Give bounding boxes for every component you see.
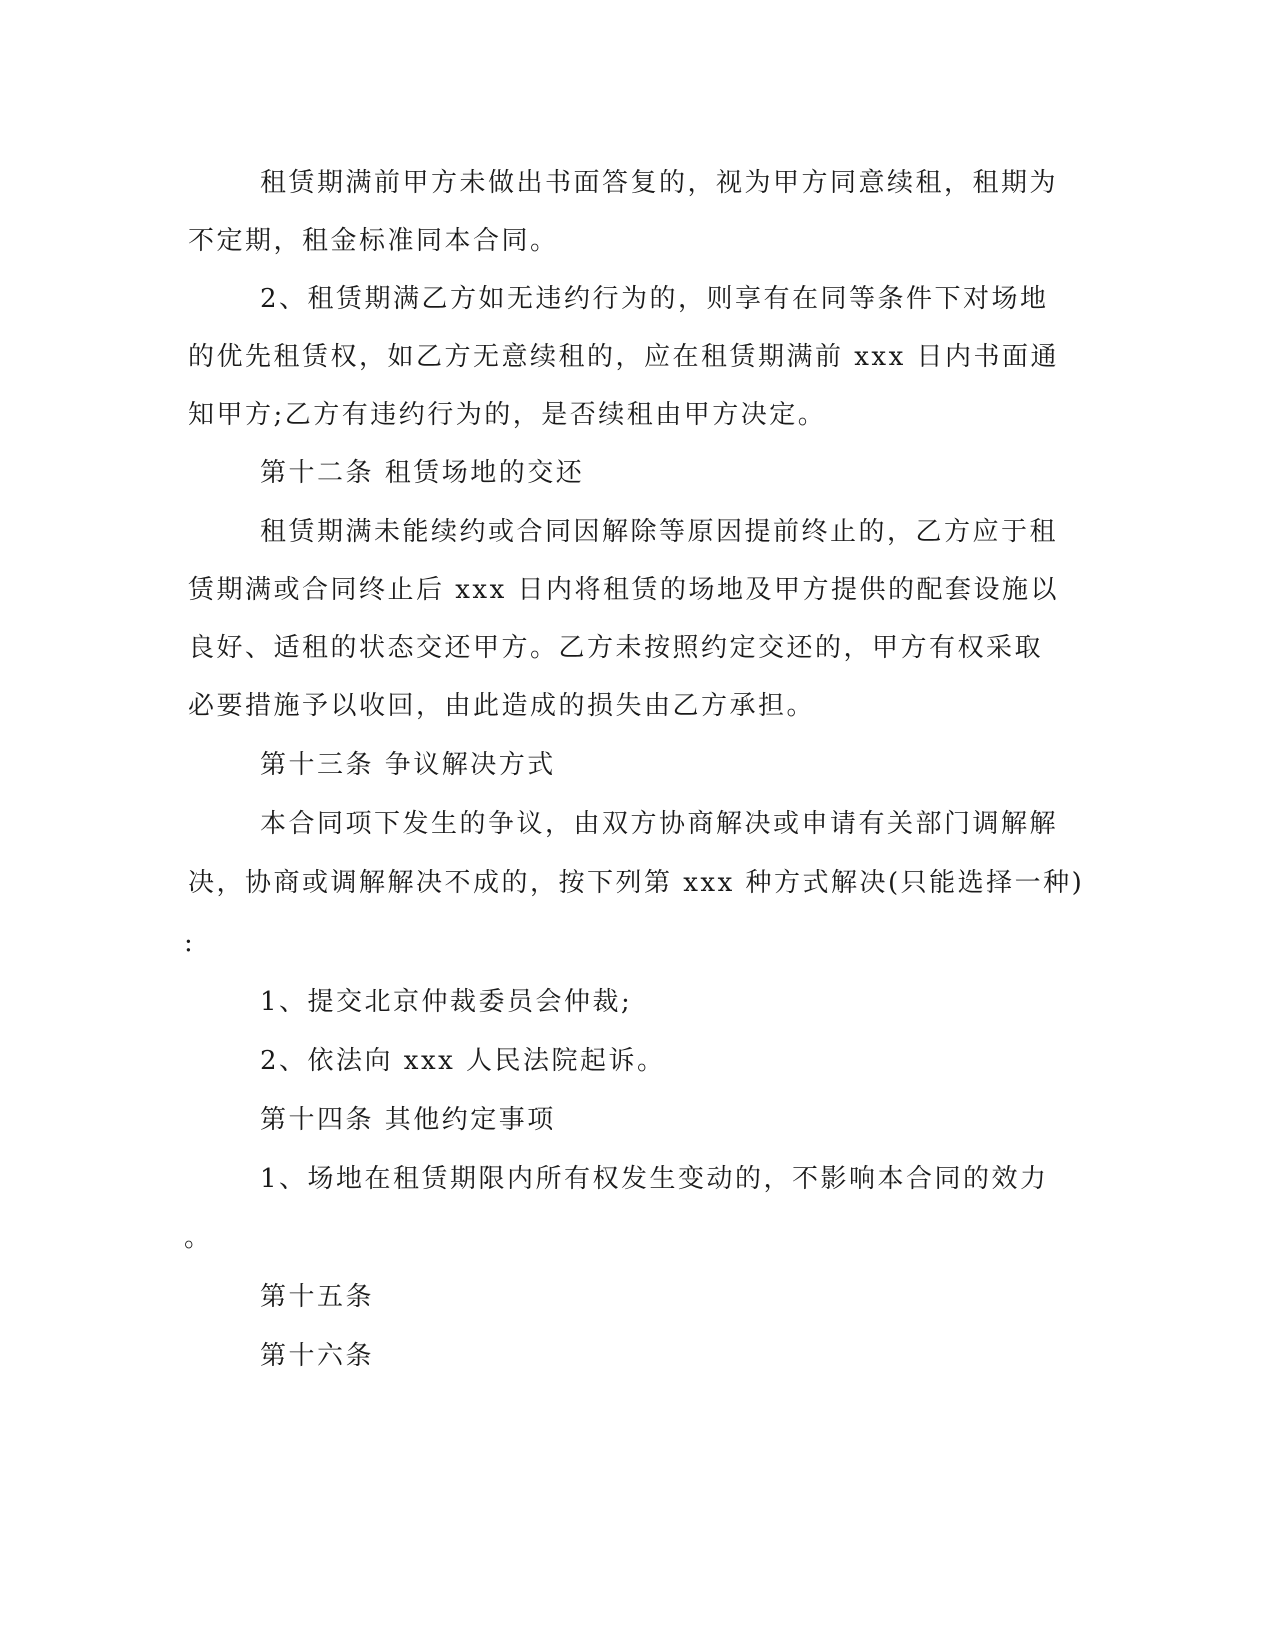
article-heading: 第十四条 其他约定事项 bbox=[260, 1105, 556, 1135]
list-item: 1、场地在租赁期限内所有权发生变动的，不影响本合同的效力 bbox=[260, 1164, 1049, 1194]
list-item: 1、提交北京仲裁委员会仲裁; bbox=[260, 987, 633, 1017]
paragraph-line: 必要措施予以收回，由此造成的损失由乙方承担。 bbox=[188, 691, 816, 721]
paragraph-line: 2、租赁期满乙方如无违约行为的，则享有在同等条件下对场地 bbox=[260, 284, 1049, 314]
paragraph-line: 决，协商或调解解决不成的，按下列第 xxx 种方式解决(只能选择一种) bbox=[188, 868, 1085, 898]
paragraph-line: 不定期，租金标准同本合同。 bbox=[188, 226, 559, 256]
article-heading: 第十二条 租赁场地的交还 bbox=[260, 458, 585, 488]
paragraph-line: : bbox=[184, 928, 196, 958]
article-heading: 第十三条 争议解决方式 bbox=[260, 750, 556, 780]
article-heading: 第十六条 bbox=[260, 1341, 375, 1371]
paragraph-line: 知甲方;乙方有违约行为的，是否续租由甲方决定。 bbox=[188, 400, 827, 430]
paragraph-line: 。 bbox=[184, 1223, 213, 1253]
paragraph-line: 租赁期满未能续约或合同因解除等原因提前终止的，乙方应于租 bbox=[260, 517, 1059, 547]
paragraph-line: 租赁期满前甲方未做出书面答复的，视为甲方同意续租，租期为 bbox=[260, 168, 1059, 198]
paragraph-line: 本合同项下发生的争议，由双方协商解决或申请有关部门调解解 bbox=[260, 809, 1059, 839]
list-item: 2、依法向 xxx 人民法院起诉。 bbox=[260, 1046, 666, 1076]
paragraph-line: 的优先租赁权，如乙方无意续租的，应在租赁期满前 xxx 日内书面通 bbox=[188, 342, 1060, 372]
paragraph-line: 良好、适租的状态交还甲方。乙方未按照约定交还的，甲方有权采取 bbox=[188, 633, 1044, 663]
article-heading: 第十五条 bbox=[260, 1282, 375, 1312]
paragraph-line: 赁期满或合同终止后 xxx 日内将租赁的场地及甲方提供的配套设施以 bbox=[188, 575, 1060, 605]
